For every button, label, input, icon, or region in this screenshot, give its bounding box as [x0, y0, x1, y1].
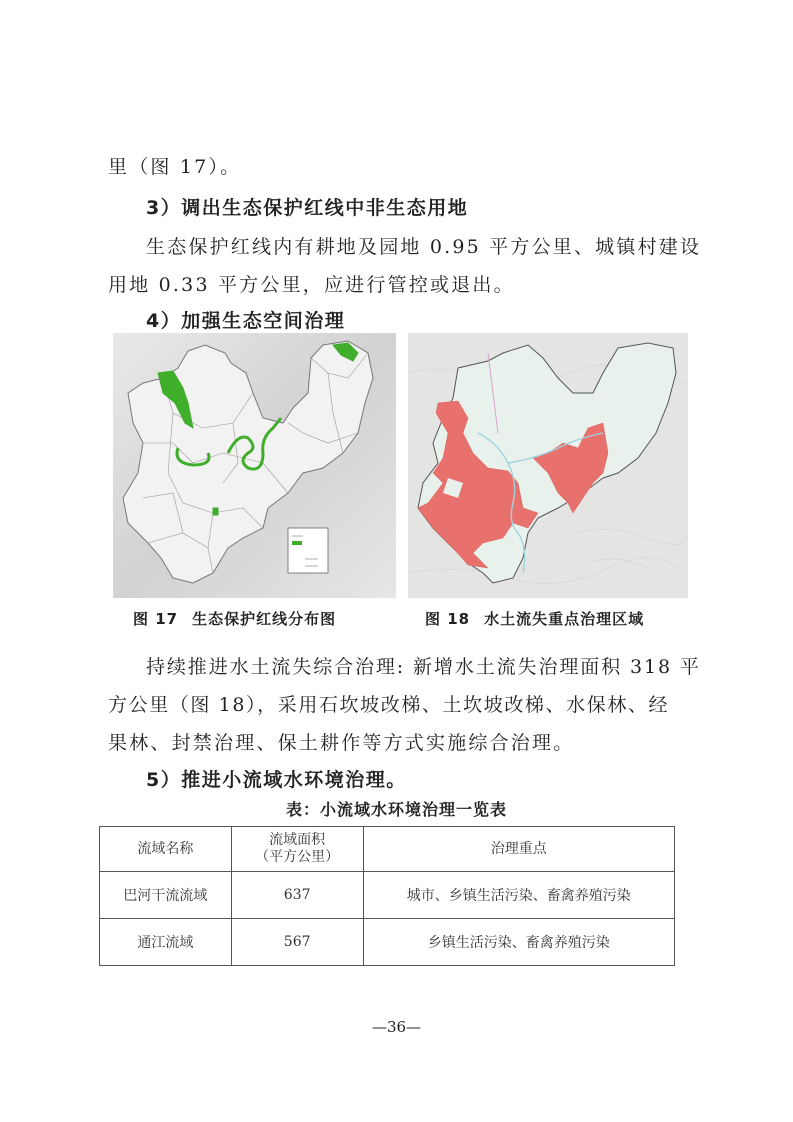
- section-4-body-line-3: 果林、封禁治理、保土耕作等方式实施综合治理。: [108, 732, 575, 754]
- section-4-body-line-2: 方公里（图 18），采用石坎坡改梯、土坎坡改梯、水保林、经: [108, 694, 670, 716]
- section-3-body-line-2: 用地 0.33 平方公里，应进行管控或退出。: [108, 274, 515, 296]
- header-governance-focus: 治理重点: [363, 827, 674, 872]
- page-number: —36—: [371, 1018, 422, 1036]
- figure-17-map: [113, 333, 396, 598]
- header-area-label: 流域面积: [269, 832, 326, 848]
- section-4-body-line-1: 持续推进水土流失综合治理: 新增水土流失治理面积 318 平: [146, 656, 701, 678]
- watershed-table: [99, 826, 675, 966]
- figure-17-caption: [133, 608, 336, 629]
- section-4-heading: 4）加强生态空间治理: [146, 310, 346, 332]
- figure-18-map: [408, 333, 688, 598]
- cell-watershed-name: 通江流域: [100, 919, 232, 966]
- table-title: 表：小流域水环境治理一览表: [285, 800, 507, 819]
- section-5-heading: 5）推进小流域水环境治理。: [146, 769, 407, 791]
- section-3-heading: 3）调出生态保护红线中非生态用地: [146, 197, 469, 219]
- table-header-row: [100, 827, 675, 872]
- cell-governance-focus: 城市、乡镇生活污染、畜禽养殖污染: [363, 872, 674, 919]
- figure-18-caption: [425, 608, 644, 629]
- soil-erosion-map-image: [408, 333, 688, 598]
- cell-governance-focus: 乡镇生活污染、畜禽养殖污染: [363, 919, 674, 966]
- cell-watershed-area: 567: [231, 919, 363, 966]
- header-watershed-name: 流域名称: [100, 827, 232, 872]
- table-row: [100, 872, 675, 919]
- header-area-unit: （平方公里）: [255, 849, 340, 865]
- figure-18-title: 水土流失重点治理区域: [484, 610, 645, 628]
- figure-18-number: 图 18: [425, 610, 471, 628]
- figure-17-number: 图 17: [133, 610, 179, 628]
- cell-watershed-area: 637: [231, 872, 363, 919]
- paragraph-continuation: 里（图 17）。: [108, 156, 242, 178]
- section-3-body-line-1: 生态保护红线内有耕地及园地 0.95 平方公里、城镇村建设: [146, 236, 702, 258]
- legend-swatch: [292, 541, 302, 545]
- figure-17-title: 生态保护红线分布图: [192, 610, 337, 628]
- header-watershed-area: [231, 827, 363, 872]
- cell-watershed-name: 巴河干流流域: [100, 872, 232, 919]
- eco-redline-map-image: [113, 333, 396, 598]
- table-row: [100, 919, 675, 966]
